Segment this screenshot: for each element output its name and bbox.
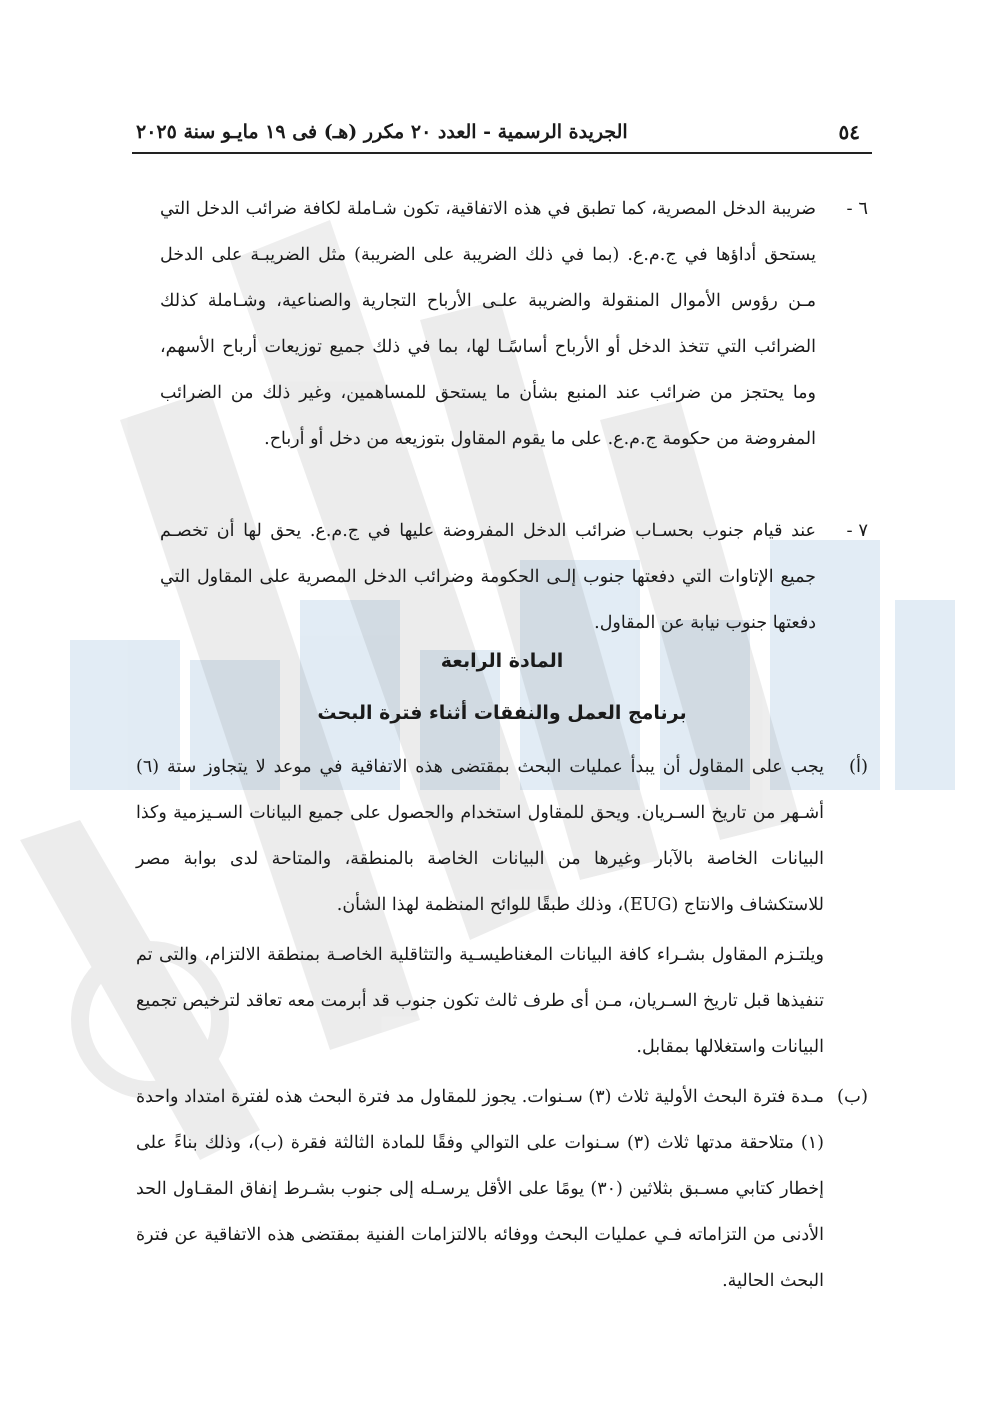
paragraph-b bbox=[136, 1074, 868, 1304]
item-text: عند قيام جنوب بحسـاب ضرائب الدخل المفروضة عليها في ج.م.ع. يحق لها أن تخصـم جميع الإتاوات التي دفعتها جنوب إلـى الحكومة وضرائب الدخل المصرية على المقاول التي دفعتها جنوب نيابة عن المقاول. bbox=[160, 521, 816, 633]
article-title: المادة الرابعة bbox=[440, 650, 564, 672]
article-subtitle: برنامج العمل والنفقات أثناء فترة البحث bbox=[317, 702, 687, 724]
page-number: ٥٤ bbox=[838, 120, 860, 144]
item-number: ٧ - bbox=[846, 520, 868, 541]
header-title: الجريدة الرسمية - العدد ٢٠ مكرر (هـ) فى ١٩ مايـو سنة ٢٠٢٥ bbox=[136, 121, 628, 143]
item-text: ضريبة الدخل المصرية، كما تطبق في هذه الاتفاقية، تكون شـاملة لكافة ضرائب الدخل التي يستحق أداؤها في ج.م.ع. (بما في ذلك الضريبة على الضريبة) مثل الضريبـة على الدخل مـن رؤوس الأموال المنقولة والضريبة علـى الأرباح التجارية والصناعية، وشـاملة كذلك الضرائب التي تتخذ الدخل أو الأرباح أساسًـا لها، بما في ذلك جميع توزيعات أرباح الأسهم، وما يحتجز من ضرائب عند المنبع بشأن ما يستحق للمساهمين، وغير ذلك من الضرائب المفروضة من حكومة ج.م.ع. على ما يقوم المقاول بتوزيعه من دخل أو أرباح. bbox=[160, 199, 816, 449]
paragraph-text: ويلتـزم المقاول بشـراء كافة البيانات المغناطيسـية والتثاقلية الخاصـة بمنطقة الالتزام، والتى تم تنفيذها قبل تاريخ السـريان، مـن أى طرف ثالث تكون جنوب قد أبرمت معه تعاقد لترخيص تجميع البيانات واستغلالها بمقابل. bbox=[136, 945, 824, 1057]
list-item-6 bbox=[160, 186, 868, 462]
paragraph-label: (ب) bbox=[837, 1086, 868, 1107]
paragraph-a-continued bbox=[136, 932, 824, 1070]
page-header bbox=[132, 112, 872, 154]
paragraph-a bbox=[136, 744, 868, 928]
list-item-7 bbox=[160, 508, 868, 646]
paragraph-text: يجب على المقاول أن يبدأ عمليات البحث بمقتضى هذه الاتفاقية في موعد لا يتجاوز ستة (٦) أشـهر من تاريخ السـريان. ويحق للمقاول استخدام والحصول على جميع البيانات السـيزمية وكذا البيانات الخاصة بالآبار وغيرها من البيانات الخاصة بالمنطقة، والمتاحة لدى بوابة مصر للاستكشاف والانتاج (EUG)، وذلك طبقًا للوائح المنظمة لهذا الشأن. bbox=[136, 757, 824, 915]
paragraph-label: (أ) bbox=[848, 756, 868, 777]
paragraph-text: مـدة فترة البحث الأولية ثلاث (٣) سـنوات. يجوز للمقاول مد فترة البحث هذه لفترة امتداد واحدة (١) متلاحقة مدتها ثلاث (٣) سـنوات على التوالي وفقًا للمادة الثالثة فقرة (ب)، وذلك بناءً على إخطار كتابي مسـبق بثلاثين (٣٠) يومًا على الأقل يرسـله إلى جنوب بشـرط إنفاق المقـاول الحد الأدنى من التزاماته فـي عمليات البحث ووفائه بالالتزامات الفنية بمقتضى هذه الاتفاقية عن فترة البحث الحالية. bbox=[136, 1087, 824, 1291]
item-number: ٦ - bbox=[846, 198, 868, 219]
